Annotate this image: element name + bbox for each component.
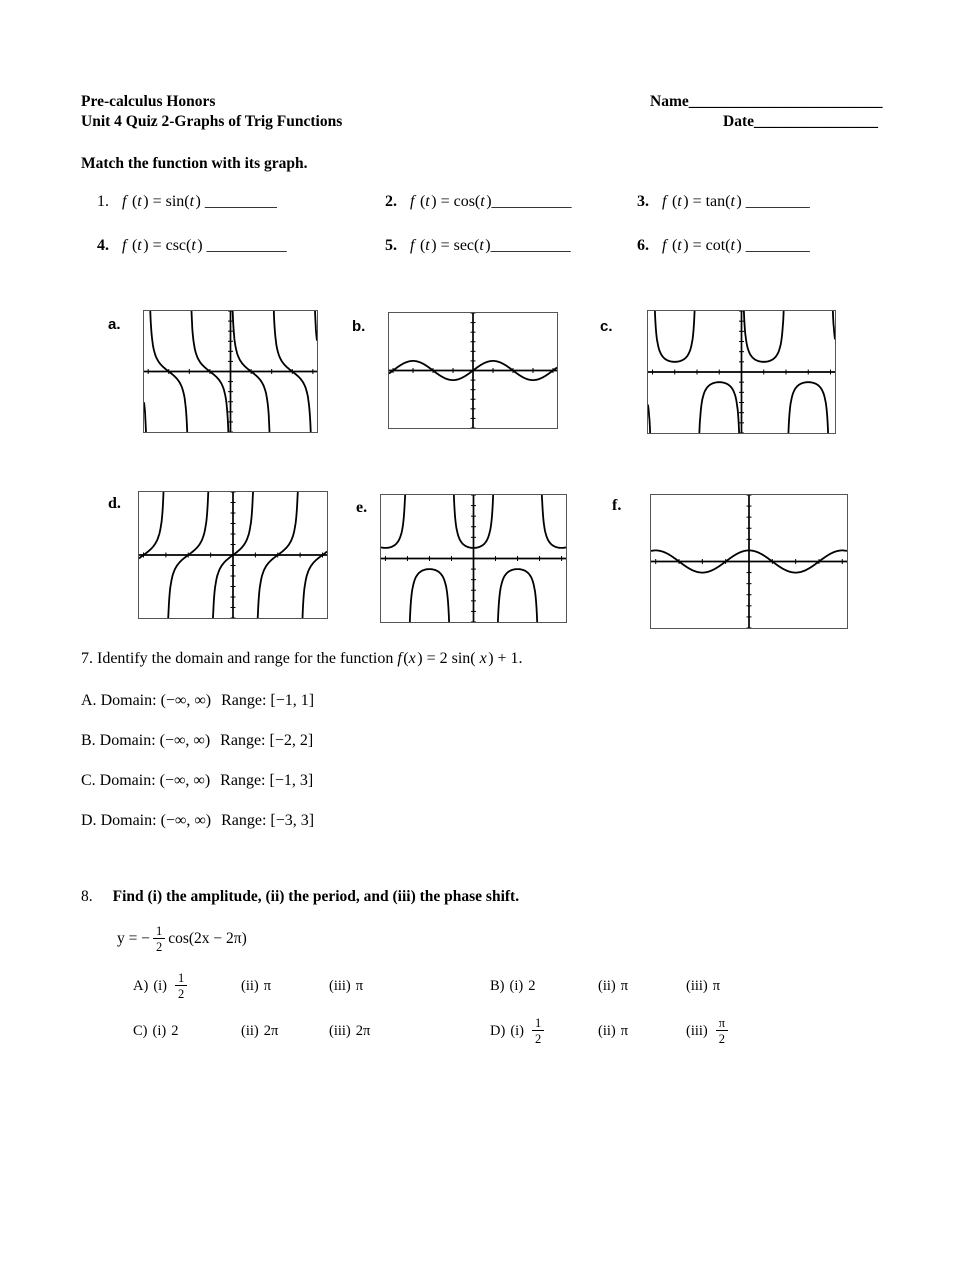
- q7-option-a: [81, 692, 314, 710]
- math-expression: f (t) = tan(t): [662, 193, 742, 210]
- graph-b-label: b.: [352, 318, 366, 335]
- math-expression: f (t) = sec(t): [410, 237, 491, 254]
- graph-f-label: f.: [612, 497, 622, 514]
- graph-a-plot: [143, 310, 318, 433]
- option-letter: D): [490, 1022, 506, 1039]
- domain-label: Domain:: [100, 812, 157, 829]
- q8-prompt: Find (i) the amplitude, (ii) the period, and (iii) the phase shift.: [112, 888, 520, 905]
- answer-blank: ________: [745, 237, 810, 254]
- math-expression: f (t) = sin(t): [122, 193, 201, 210]
- item-number: 6.: [637, 237, 649, 254]
- option-letter: D.: [81, 812, 97, 829]
- name-blank: _________________________: [688, 93, 883, 110]
- range-label: Range:: [220, 732, 266, 749]
- domain-label: Domain:: [99, 732, 156, 749]
- domain-label: Domain:: [99, 772, 156, 789]
- secant-graph: [381, 495, 566, 622]
- part-ii-value: π: [620, 977, 629, 994]
- graph-c-plot: [647, 310, 836, 434]
- math-expression: f(x) = 2 sin( x) + 1.: [397, 650, 523, 667]
- domain-value: (−∞, ∞): [159, 772, 211, 789]
- match-item-6: [637, 237, 810, 255]
- item-number: 2.: [385, 193, 397, 210]
- answer-blank: _________: [204, 193, 277, 210]
- range-label: Range:: [221, 812, 267, 829]
- q8-number: 8.: [81, 888, 93, 905]
- option-letter: A): [133, 977, 149, 994]
- option-letter: B.: [81, 732, 96, 749]
- part-i-fraction: [175, 971, 187, 1002]
- part-i-label: (i): [152, 1022, 167, 1039]
- match-item-2: [385, 193, 572, 211]
- part-i-label: (i): [510, 1022, 524, 1039]
- part-ii-value: π: [263, 977, 272, 994]
- graph-a-label: a.: [108, 316, 121, 333]
- name-label: Name: [650, 93, 689, 110]
- part-ii-label: (ii): [598, 1022, 616, 1039]
- name-line: [650, 93, 883, 111]
- part-ii-label: (ii): [241, 977, 259, 994]
- range-value: [−1, 3]: [269, 772, 314, 789]
- math-expression: f (t) = cot(t): [662, 237, 742, 254]
- item-number: 4.: [97, 237, 109, 254]
- sine-graph: [389, 313, 557, 428]
- date-blank: ________________: [754, 113, 878, 130]
- part-iii-fraction: [716, 1016, 728, 1047]
- part-iii-label: (iii): [329, 1022, 351, 1039]
- match-item-3: [637, 193, 810, 211]
- q8-option-b: [490, 968, 790, 1004]
- date-label: Date: [723, 113, 754, 130]
- q7-option-b: [81, 732, 313, 750]
- range-label: Range:: [220, 772, 266, 789]
- cotangent-graph: [144, 311, 317, 432]
- q7-number: 7.: [81, 650, 93, 667]
- part-ii-label: (ii): [241, 1022, 259, 1039]
- graph-e-plot: [380, 494, 567, 623]
- answer-blank: __________: [490, 237, 571, 254]
- item-number: 5.: [385, 237, 397, 254]
- fraction-denominator: 2: [535, 1032, 542, 1046]
- fraction-denominator: 2: [178, 987, 185, 1001]
- range-value: [−3, 3]: [270, 812, 315, 829]
- part-ii-value: 2π: [263, 1022, 279, 1039]
- fraction-denominator: 2: [155, 940, 163, 954]
- part-iii-label: (iii): [686, 1022, 708, 1039]
- answer-blank: __________: [491, 193, 572, 210]
- item-number: 1.: [97, 193, 109, 210]
- q7-question: [81, 650, 523, 668]
- q8-heading: [81, 888, 519, 906]
- part-ii-label: (ii): [598, 977, 616, 994]
- part-iii-label: (iii): [329, 977, 351, 994]
- option-letter: B): [490, 977, 505, 994]
- domain-value: (−∞, ∞): [160, 692, 212, 709]
- range-value: [−2, 2]: [269, 732, 314, 749]
- math-expression: f (t) = cos(t): [410, 193, 492, 210]
- q8-formula: [117, 922, 247, 956]
- domain-label: Domain:: [100, 692, 157, 709]
- tangent-graph: [139, 492, 327, 618]
- q7-option-c: [81, 772, 313, 790]
- answer-blank: ________: [745, 193, 810, 210]
- date-line: [723, 113, 878, 131]
- part-iii-value: π: [712, 977, 721, 994]
- match-item-1: [97, 193, 277, 211]
- option-letter: A.: [81, 692, 97, 709]
- match-item-5: [385, 237, 571, 255]
- part-ii-value: π: [620, 1022, 629, 1039]
- range-label: Range:: [221, 692, 267, 709]
- q8-option-d: [490, 1013, 790, 1049]
- graph-d-plot: [138, 491, 328, 619]
- formula-lead: y = −: [117, 930, 150, 947]
- graph-b-plot: [388, 312, 558, 429]
- q7-question-text: Identify the domain and range for the function: [97, 650, 398, 667]
- answer-blank: __________: [206, 237, 287, 254]
- math-expression: f (t) = csc(t): [122, 237, 203, 254]
- domain-value: (−∞, ∞): [159, 732, 211, 749]
- match-instruction: Match the function with its graph.: [81, 155, 308, 172]
- q7-option-d: [81, 812, 314, 830]
- part-i-fraction: [532, 1016, 544, 1047]
- part-i-label: (i): [153, 977, 167, 994]
- item-number: 3.: [637, 193, 649, 210]
- q8-option-a: [133, 968, 433, 1004]
- formula-tail: cos(2x − 2π): [168, 930, 247, 947]
- graph-c-label: c.: [600, 318, 613, 335]
- part-i-value: 2: [171, 1022, 179, 1039]
- fraction-numerator: 1: [532, 1016, 544, 1031]
- match-item-4: [97, 237, 287, 255]
- fraction-numerator: 1: [175, 971, 187, 986]
- fraction-numerator: π: [716, 1016, 728, 1031]
- page-title: Unit 4 Quiz 2-Graphs of Trig Functions: [81, 113, 343, 130]
- fraction-numerator: 1: [153, 924, 165, 939]
- cosine-graph: [651, 495, 847, 628]
- part-i-label: (i): [509, 977, 524, 994]
- domain-value: (−∞, ∞): [160, 812, 212, 829]
- graph-d-label: d.: [108, 495, 121, 512]
- range-value: [−1, 1]: [270, 692, 315, 709]
- part-iii-label: (iii): [686, 977, 708, 994]
- graph-f-plot: [650, 494, 848, 629]
- course-name: Pre-calculus Honors: [81, 93, 216, 110]
- q8-option-c: [133, 1013, 433, 1049]
- part-i-value: 2: [528, 977, 536, 994]
- option-letter: C): [133, 1022, 148, 1039]
- formula-fraction: [153, 924, 165, 955]
- fraction-denominator: 2: [718, 1032, 726, 1046]
- part-iii-value: π: [355, 977, 364, 994]
- graph-e-label: e.: [356, 499, 368, 516]
- part-iii-value: 2π: [355, 1022, 371, 1039]
- cosecant-graph: [648, 311, 835, 433]
- option-letter: C.: [81, 772, 96, 789]
